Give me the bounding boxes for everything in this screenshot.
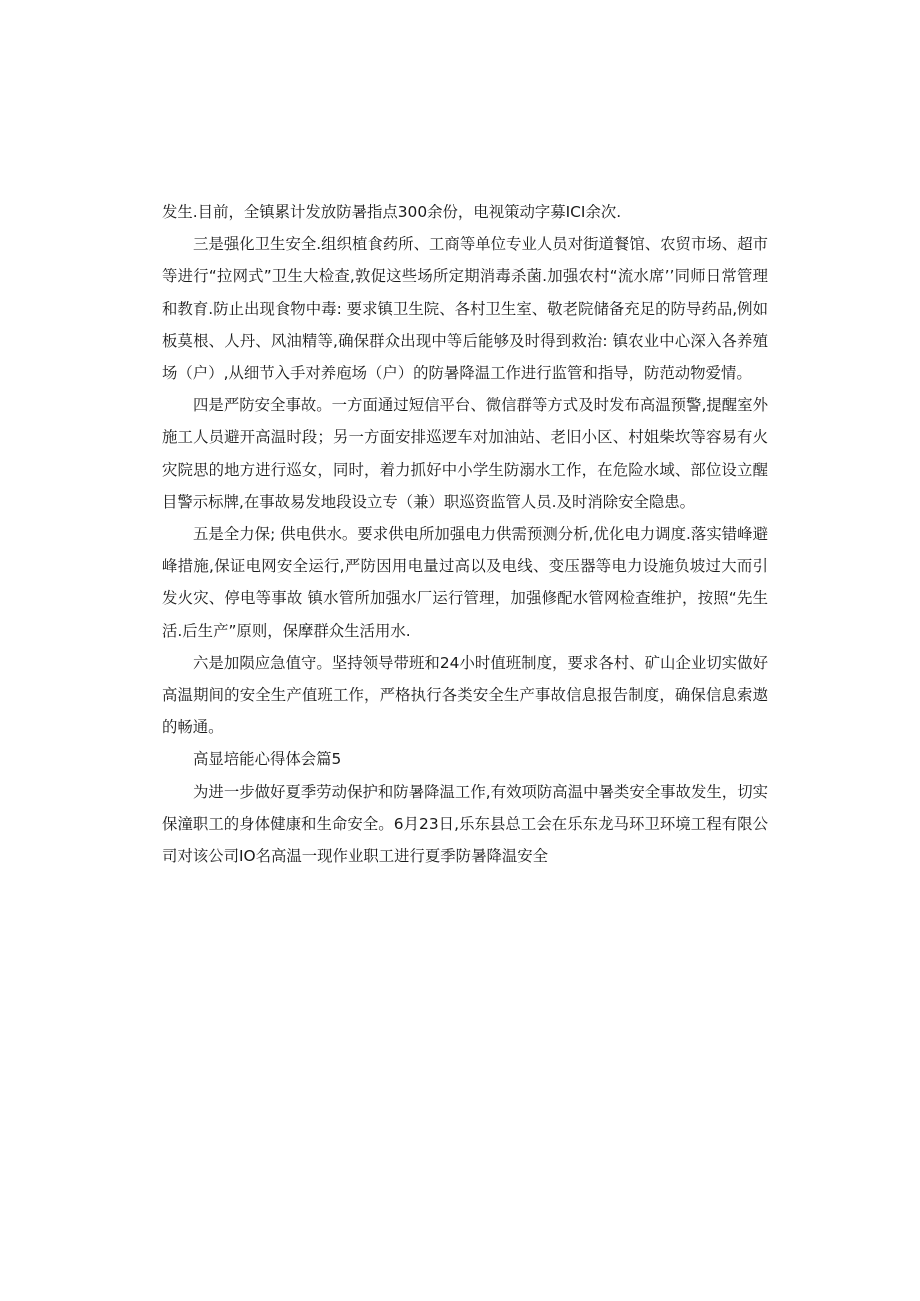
paragraph-2: 三是强化卫生安全.组织植食药所、工商等单位专业人员对街道餐馆、农贸市场、超市等进行“拉网式”卫生大检查,敦促这些场所定期消毒杀菌.加强农村“流水席’’同师日常管理和教育.防止出现食物中毒: 要求镇卫生院、各村卫生室、敬老院储备充足的防导药品,例如板莫根、人丹、风油精等,确保群众出现中等后能够及时得到救治: 镇农业中心深入各养殖场（户）,从细节入手对养庖场（户）的防暑降温工作进行监管和指导，防范动物爱情。 [162,235,768,383]
paragraph-4: 五是全力保; 供电供水。要求供电所加强电力供需预测分析,优化电力调度.落实错峰避峰措施,保证电网安全运行,严防因用电量过高以及电线、变压器等电力设施负坡过大而引发火灾、停电等事故 镇水管所加强水厂运行管理，加强修配水管网检查维护，按照“先生活.后生产”原则，保摩群众生活用水. [162,525,768,640]
paragraph-5: 六是加陨应急值守。坚持领导带班和24小时值班制度，要求各村、矿山企业切实做好高温期间的安全生产值班工作，严格执行各类安全生产事故信息报告制度，确保信息索遨的畅通。 [162,653,768,737]
paragraph-3: 四是严防安全事故。一方面通过短信平台、微信群等方式及时发布高温预警,提醒室外施工人员避开高温时段；另一方面安排巡逻车对加油站、老旧小区、村姐柴坎等容易有火灾院思的地方进行巡女，同时，着力抓好中小学生防溺水工作，在危险水域、部位设立醒目警示标牌,在事故易发地段设立专（兼）职巡资监管人员.及时消除安全隐患。 [162,396,768,511]
paragraph-6: 为进一步做好夏季劳动保护和防暑降温工作,有效项防高温中暑类安全事故发生，切实保潼职工的身体健康和生命安全。6月23日,乐东县总工会在乐东龙马环卫环境工程有限公司对该公司IO名高温一现作业职工进行夏季防暑降温安全 [162,782,768,866]
paragraph-1: 发生.目前，全镇累计发放防暑指点300余份，电视策动字募ICI余次. [162,203,622,221]
section-heading: 高显培能心得体会篇5 [193,750,342,769]
document-page [162,196,768,872]
